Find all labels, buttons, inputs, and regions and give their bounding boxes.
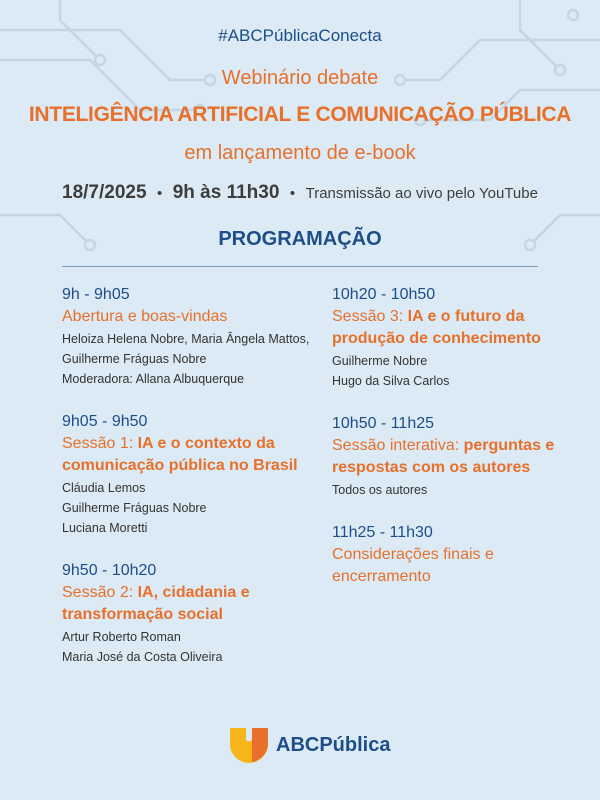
program-slot bbox=[62, 284, 322, 389]
slot-speakers bbox=[332, 480, 592, 500]
speaker: Guilherme Fráguas Nobre bbox=[62, 352, 207, 366]
event-title: INTELIGÊNCIA ARTIFICIAL E COMUNICAÇÃO PÚBLICA bbox=[28, 103, 572, 126]
divider bbox=[62, 266, 538, 267]
speaker: Artur Roberto Roman bbox=[62, 630, 181, 644]
speaker: Guilherme Fráguas Nobre bbox=[62, 501, 207, 515]
abcpublica-logo-icon bbox=[228, 726, 270, 766]
event-broadcast: Transmissão ao vivo pelo YouTube bbox=[305, 185, 538, 202]
program-slot bbox=[62, 560, 322, 667]
speaker: Guilherme Nobre bbox=[332, 354, 428, 368]
program-slot bbox=[332, 284, 592, 391]
program-slot bbox=[332, 522, 592, 588]
speaker: Moderadora: Allana Albuquerque bbox=[62, 372, 245, 386]
slot-title-text: IA, cidadania e transformação social bbox=[62, 584, 250, 623]
program-column-right bbox=[332, 284, 592, 610]
slot-title-text: IA e o contexto da comunicação pública no Brasil bbox=[62, 435, 298, 474]
slot-title-text: perguntas e respostas com os autores bbox=[332, 437, 555, 476]
slot-speakers bbox=[332, 351, 592, 391]
program-heading: PROGRAMAÇÃO bbox=[218, 228, 382, 250]
logo-text: ABCPública bbox=[276, 734, 391, 756]
program-slot bbox=[62, 411, 322, 538]
speaker: Luciana Moretti bbox=[62, 521, 148, 535]
slot-time: 9h - 9h05 bbox=[62, 286, 130, 303]
slot-time: 10h20 - 10h50 bbox=[332, 286, 436, 303]
slot-title bbox=[332, 435, 592, 479]
slot-time: 11h25 - 11h30 bbox=[332, 524, 433, 541]
program-slot bbox=[332, 413, 592, 500]
event-date: 18/7/2025 bbox=[62, 182, 147, 203]
slot-title bbox=[332, 306, 592, 350]
slot-time: 9h05 - 9h50 bbox=[62, 413, 148, 430]
event-hashtag: #ABCPúblicaConecta bbox=[218, 26, 382, 45]
program-column-left bbox=[62, 284, 322, 689]
slot-title bbox=[332, 544, 592, 588]
slot-speakers bbox=[62, 627, 322, 667]
slot-title-text: Abertura e boas-vindas bbox=[62, 308, 228, 325]
event-dateline bbox=[0, 182, 600, 204]
slot-speakers bbox=[62, 329, 322, 389]
speaker: Maria José da Costa Oliveira bbox=[62, 650, 223, 664]
slot-title-text: Considerações finais e encerramento bbox=[332, 546, 494, 585]
slot-time: 10h50 - 11h25 bbox=[332, 415, 435, 432]
slot-prefix: Sessão 2: bbox=[62, 584, 138, 601]
event-time: 9h às 11h30 bbox=[172, 182, 280, 203]
speaker: Hugo da Silva Carlos bbox=[332, 374, 450, 388]
separator-dot: • bbox=[157, 185, 163, 202]
slot-prefix: Sessão 1: bbox=[62, 435, 138, 452]
slot-title-text: IA e o futuro da produção de conhecimento bbox=[332, 308, 541, 347]
slot-time: 9h50 - 10h20 bbox=[62, 562, 157, 579]
event-tagline: em lançamento de e-book bbox=[184, 142, 416, 164]
speaker: Todos os autores bbox=[332, 483, 428, 497]
slot-title bbox=[62, 306, 322, 328]
slot-speakers bbox=[62, 478, 322, 538]
slot-prefix: Sessão interativa: bbox=[332, 437, 464, 454]
separator-dot: • bbox=[289, 185, 296, 202]
speaker: Cláudia Lemos bbox=[62, 481, 146, 495]
event-subtitle: Webinário debate bbox=[221, 67, 379, 89]
slot-title bbox=[62, 582, 322, 626]
slot-title bbox=[62, 433, 322, 477]
footer-logo bbox=[0, 726, 600, 766]
speaker: Heloiza Helena Nobre, Maria Ângela Mattos, bbox=[62, 332, 310, 346]
slot-prefix: Sessão 3: bbox=[332, 308, 408, 325]
